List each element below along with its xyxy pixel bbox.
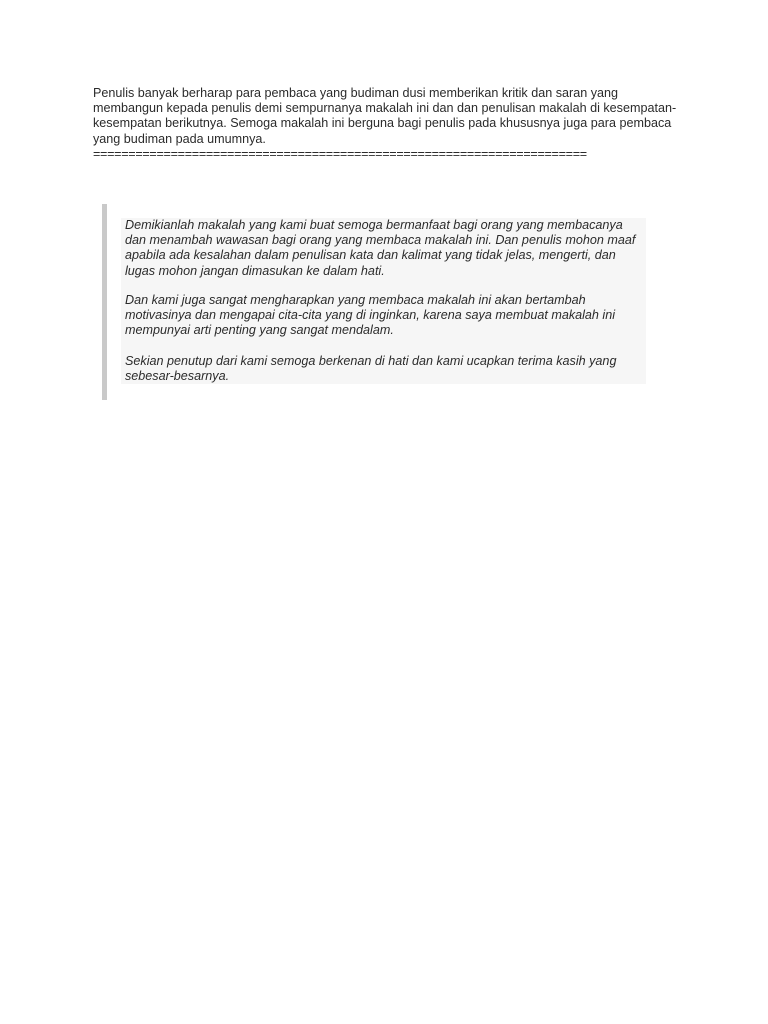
blockquote-body: [121, 218, 646, 384]
blockquote-paragraph-2: Dan kami juga sangat mengharapkan yang membaca makalah ini akan bertambah motivasinya dan mengapai cita-cita yang di inginkan, karena saya membuat makalah ini mempunyai arti penting yang sangat mendalam.: [125, 293, 616, 338]
closing-blockquote: [102, 204, 648, 400]
intro-paragraph: Penulis banyak berharap para pembaca yang budiman dusi memberikan kritik dan saran yang membangun kepada penulis demi sempurnanya makalah ini dan dan penulisan makalah di kesempatan-kesempatan berikutnya. Semoga makalah ini berguna bagi penulis pada khususnya juga para pembaca yang budiman pada umumnya.: [93, 86, 677, 146]
blockquote-paragraph-1: Demikianlah makalah yang kami buat semoga bermanfaat bagi orang yang membacanya dan menambah wawasan bagi orang yang membaca makalah ini. Dan penulis mohon maaf apabila ada kesalahan dalam penulisan kata dan kalimat yang tidak jelas, mengerti, dan lugas mohon jangan dimasukan ke dalam hati.: [125, 218, 636, 278]
intro-text-block: [93, 86, 683, 162]
section-divider: ======================================================================: [93, 146, 587, 161]
blockquote-bar: [102, 204, 107, 400]
blockquote-paragraph-3: Sekian penutup dari kami semoga berkenan di hati dan kami ucapkan terima kasih yang sebesar-besarnya.: [125, 354, 617, 384]
